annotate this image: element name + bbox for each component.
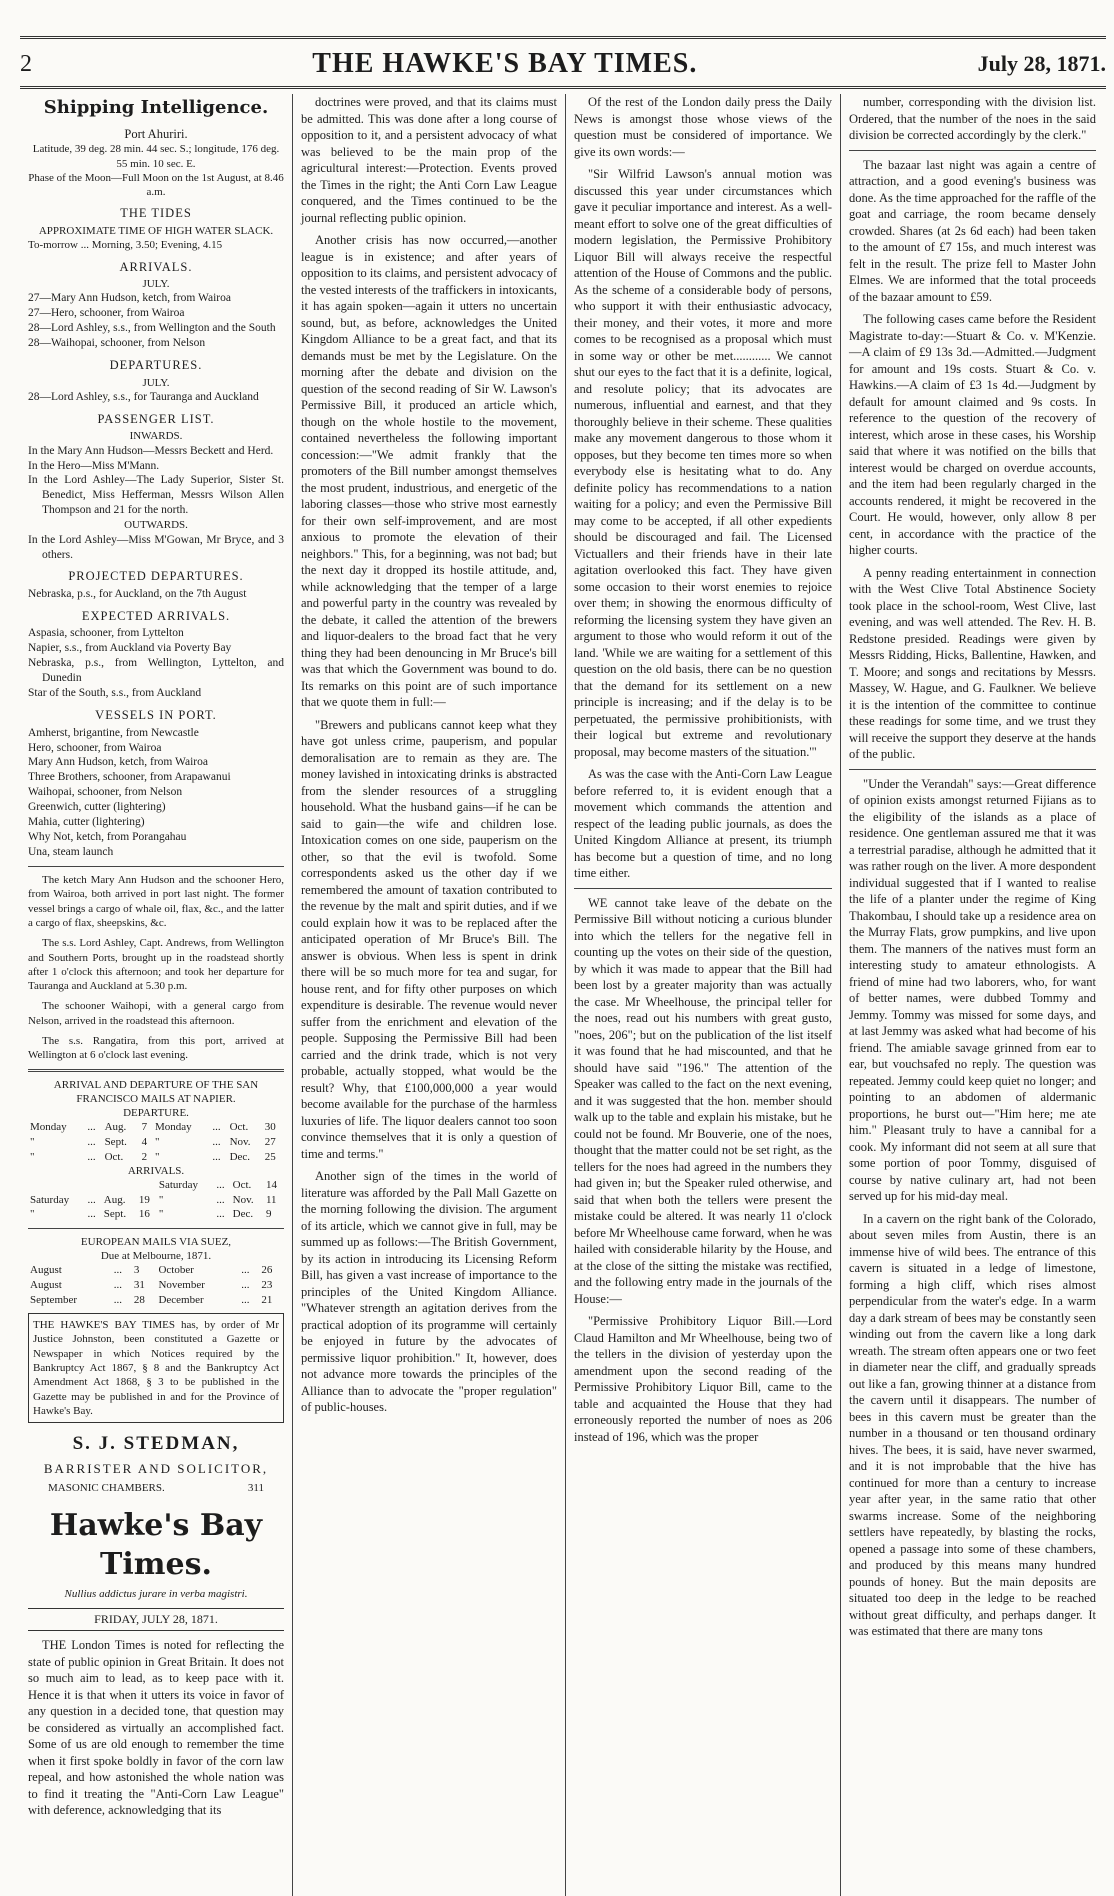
tides-title: THE TIDES [120, 206, 192, 221]
column-1 [20, 94, 293, 1896]
sf-mails-title: ARRIVAL AND DEPARTURE OF THE SAN FRANCISCO MAILS AT NAPIER. [53, 1078, 259, 1105]
page-number: 2 [20, 50, 32, 77]
departures-title: DEPARTURES. [109, 358, 203, 373]
table-row: Saturday ... Aug. 19 " ... Nov. 11 [30, 1193, 277, 1206]
column-2 [293, 94, 566, 1896]
article-paragraph: Of the rest of the London daily press the Daily News is amongst those whose views of the question must be considered of importance. We give its own words:— [574, 95, 832, 159]
list-item: Mary Ann Hudson, ketch, from Wairoa [28, 756, 208, 769]
shipping-heading: Shipping Intelligence. [43, 97, 269, 118]
list-item: Nebraska, p.s., from Wellington, Lyttelton, and Dunedin [28, 657, 284, 685]
list-item: Waihopai, schooner, from Nelson [28, 786, 183, 799]
list-item: 28—Lord Ashley, s.s., for Tauranga and Auckland [28, 390, 259, 403]
column-3 [566, 94, 841, 1896]
article-paragraph: number, corresponding with the division list. Ordered, that the number of the noes in the said division be corrected accordingly by the clerk." [849, 95, 1096, 142]
euro-mails-table [28, 1263, 284, 1307]
euro-mails-sub: Due at Melbourne, 1871. [100, 1250, 212, 1263]
projected-list [28, 587, 284, 602]
paper-title: Hawke's Bay Times. [49, 1507, 263, 1583]
article-paragraph: WE cannot take leave of the debate on the Permissive Bill without noticing a curious blunder into which the tellers for the negative fell in counting up the votes on their side of the question, by which it was made to appear that the Bill had been lost by a greater majority than was actually the case. Mr Wheelhouse, the principal teller for the noes, read out his numbers with great gusto, "noes, 206"; but on the publication of the list itself it was found that he had miscounted, and that he should have said "196." The attention of the Speaker was called to the fact on the next evening, and it was suggested that the hon. member should walk up to the table and explain his mistake, but he could not be found. Mr Bouverie, one of the noes, thought that the matter could not be set right, as the tellers for the noes had agreed in the numbers they had given in; but the Speaker ruled otherwise, and said that when both the tellers were present the mistake could be altered. It was nearly 11 o'clock before Mr Wheelhouse came forward, when he was hailed with considerable hilarity by the House, and at the close of the sitting the mistake was rectified, and the following entry made in the journals of the House:— [574, 895, 832, 1306]
list-item: Three Brothers, schooner, from Arapawanui [28, 771, 231, 784]
departures-list [28, 390, 284, 405]
euro-mails-title: EUROPEAN MAILS VIA SUEZ, [80, 1235, 232, 1248]
list-item: 28—Waihopai, schooner, from Nelson [28, 337, 206, 350]
arrivals-month: JULY. [142, 278, 170, 291]
inwards-label: INWARDS. [129, 430, 183, 443]
port-name: Port Ahuriri. [124, 126, 188, 141]
article-paragraph: The bazaar last night was again a centre of attraction, and a good evening's business was done. As the time approached for the raffle of the goat and carriage, the room became densely crowded. Shares (at 2s 6d each) had been taken to the amount of £7 15s, and much interest was felt in the result. The prize fell to Master John Elmes. We are informed that the total proceeds of the bazaar amount to £59. [849, 157, 1096, 304]
list-item: 27—Mary Ann Hudson, ketch, from Wairoa [28, 292, 231, 305]
sf-arrivals-table [28, 1178, 284, 1222]
editorial-start: THE London Times is noted for reflecting the state of public opinion in Great Britain. It does not so much aim to lead, as to keep pace with it. Hence it is that when it utters its voice in favor of any question in a decided tone, that question may be considered as virtually an accomplished fact. Some of us are old enough to remember the time when it first spoke boldly in favor of the corn law repeal, and how astonished the whole nation was to find it treating the "Anti-Corn Law League" with deference, acknowledging that its [28, 1638, 284, 1818]
divider [28, 1228, 284, 1229]
list-item: In the Lord Ashley—The Lady Superior, Sister St. Benedict, Miss Hefferman, Messrs Wilson Allen Thompson and 21 for the north. [28, 474, 284, 517]
list-item: Nebraska, p.s., for Auckland, on the 7th August [28, 587, 247, 600]
expected-title: EXPECTED ARRIVALS. [81, 608, 231, 623]
table-row: September ... 28 December ... 21 [30, 1293, 273, 1306]
list-item: Amherst, brigantine, from Newcastle [28, 726, 199, 739]
dateline: FRIDAY, JULY 28, 1871. [28, 1608, 284, 1632]
shipping-news: The schooner Waihopi, with a general cargo from Nelson, arrived in the roadstead this afternoon. [28, 1000, 284, 1027]
issue-date: July 28, 1871. [977, 51, 1106, 76]
masthead-rule [20, 86, 1106, 89]
list-item: Aspasia, schooner, from Lyttelton [28, 627, 184, 640]
moon-phase: Phase of the Moon—Full Moon on the 1st August, at 8.46 a.m. [28, 171, 284, 199]
stedman-role: BARRISTER AND SOLICITOR, [43, 1461, 269, 1477]
stedman-place: MASONIC CHAMBERS. [48, 1482, 165, 1495]
columns [20, 94, 1106, 1896]
expected-list [28, 626, 284, 701]
article-paragraph: Another sign of the times in the world of literature was afforded by the Pall Mall Gazette on the morning following the division. The argument of its article, which we cannot give in full, may be summed up as follows:—The British Government, by its action in introducing its Licensing Reform Bill, has given a vast increase of importance to the principles of the United Kingdom Alliance. "Whatever strength an agitation derives from the practical adoption of its programme will certainly be enjoyed in future by the advocates of permissive liquor prohibition." It, however, does not advance more towards the principles of the Alliance than to advocate the "proper regulation" of public-houses. [301, 1169, 557, 1414]
table-row: Saturday ... Oct. 14 [158, 1179, 277, 1192]
shipping-news: The ketch Mary Ann Hudson and the schooner Hero, from Wairoa, both arrived in port last night. The former vessel brings a cargo of whale oil, flax, &c., and the latter a cargo of flax, sheepskins, &c. [28, 874, 284, 929]
tides-sub: APPROXIMATE TIME OF HIGH WATER SLACK. [38, 224, 274, 237]
motto: Nullius addictus jurare in verba magistri. [64, 1588, 248, 1601]
shipping-news: The s.s. Rangatira, from this port, arrived at Wellington at 6 o'clock last evening. [28, 1035, 284, 1062]
outwards-label: OUTWARDS. [124, 519, 188, 532]
list-item: 27—Hero, schooner, from Wairoa [28, 307, 185, 320]
stedman-name: S. J. STEDMAN, [72, 1433, 240, 1455]
list-item: Napier, s.s., from Auckland via Poverty Bay [28, 642, 232, 655]
divider [28, 866, 284, 867]
stedman-line [28, 1481, 284, 1496]
stedman-num: 311 [247, 1482, 264, 1495]
list-item: Greenwich, cutter (lightering) [28, 801, 166, 814]
article-quote: "Sir Wilfrid Lawson's annual motion was discussed this year under circumstances which gave it peculiar importance and interest. As a well-meant effort to solve one of the great difficulties of modern legislation, the Permissive Prohibitory Liquor Bill will always receive the respectful attention of the House of Commons and the public. As the scheme of a considerable body of persons, who support it with their enthusiastic advocacy, their money, and their votes, it more and more comes to be recognised as a proposal which must in some way or other be met............ We cannot shut our eyes to the fact that it is a definite, logical, and resolute policy; that its advocates are numerous, influential and earnest, and that they thoroughly believe in their scheme. These qualities make any movement dangerous to those whom it opposes, but they become ten times more so when everybody else is hesitating what to do. Any definite policy has recommendations to a nation waiting for a policy; and even the Permissive Bill may come to be accepted, if all other expedients should be discouraged and fail. The Licensed Victuallers and their friends have in their late agitation overlooked this fact. They have given some occasion to their worst enemies to rejoice over them; in showing the enormous difficulty of reforming the licensing system they have given an argument to those who would reform it out of the land. 'While we are waiting for a settlement of this question on the old basis, there can be no question that the demand for its settlement on a new principle is increasing; and if the delay is to be perpetuated, the permissive prohibitionists, with their logical but extreme and revolutionary proposal, may become masters of the situation.'" [574, 167, 832, 759]
outwards-list [28, 533, 284, 563]
article-paragraph: As was the case with the Anti-Corn Law League before referred to, it is evident enough that a movement which commands the attention and respect of the leading public journals, as does the United Kingdom Alliance at present, its triumph has become but a question of time, and no long time either. [574, 767, 832, 880]
vessels-list [28, 726, 284, 860]
arrivals-list [28, 291, 284, 351]
article-paragraph: Another crisis has now occurred,—another league is in existence; and after years of opposition to its claims, and persistent advocacy of the vested interests of the traffickers in intoxicants, it has again spoken—again it utters no uncertain sound, but, as before, acknowledges the United Kingdom Alliance to be a great fact, and that its demands must be met by the Legislature. On the morning after the debate and division on the question of the second reading of Sir W. Lawson's Permissive Bill, it produced an article which, though on the whole hostile to the movement, contained nevertheless the following important concession:—"We admit frankly that the promoters of the Bill number amongst themselves the most prudent, industrious, and energetic of the laboring classes—those who strive most earnestly for their own self-improvement, and are most anxious to promote the elevation of their neighbors." This, for a beginning, was not bad; but the next day it dropped its hostile attitude, and, while acknowledging that the temper of a large and powerful party in the country was revealed by the debate, it called the attention of the brewers and liquor-dealers to the broad fact that he very thing they had been denouncing in Mr Bruce's bill was that which the Government was bound to do. Its remarks on this point are of such importance that we quote them in full:— [301, 233, 557, 709]
table-row: August ... 3 October ... 26 [30, 1264, 273, 1277]
table-row: " ... Oct. 2 " ... Dec. 25 [30, 1150, 276, 1163]
departure-label: DEPARTURE. [123, 1107, 189, 1120]
departures-month: JULY. [142, 376, 170, 389]
list-item: In the Hero—Miss M'Mann. [28, 459, 160, 472]
article-quote: "Permissive Prohibitory Liquor Bill.—Lord Claud Hamilton and Mr Wheelhouse, being two of the tellers in the division of yesterday upon the amendment upon the second reading of the Permissive Prohibitory Liquor Bill, came to the table and acquainted the House that they had erroneously reported the number of noes as 206 instead of 196, which was the proper [574, 1314, 832, 1444]
vessels-title: VESSELS IN PORT. [95, 708, 217, 723]
newspaper-title: THE HAWKE'S BAY TIMES. [312, 48, 698, 79]
list-item: Why Not, ketch, from Porangahau [28, 831, 187, 844]
table-row: " ... Sept. 16 " ... Dec. 9 [30, 1208, 272, 1221]
list-item: Una, steam launch [28, 846, 114, 859]
latitude: Latitude, 39 deg. 28 min. 44 sec. S.; longitude, 176 deg. 55 min. 10 sec. E. [32, 143, 280, 170]
list-item: Hero, schooner, from Wairoa [28, 741, 162, 754]
list-item: In the Mary Ann Hudson—Messrs Beckett and Herd. [28, 444, 274, 457]
article-quote: "Brewers and publicans cannot keep what they have got unless crime, pauperism, and popular demoralisation are to remain as they are. The money lavished in intoxicating drinks is abstracted from the slender resources of a struggling household. What the husband gains—if he can be said to gain—the wife and children lose. Intoxication comes on one side, pauperism on the other, so that the evil is twofold. Some correspondents asked us the other day if we remembered the amount of taxation contributed to the revenue by the malt and spirit duties, and if we could explain how it was to be replaced after the anticipated operation of Mr Bruce's Bill. The answer is obvious. When less is spent in drink there will be so much more for tea and sugar, for house rent, and for fifty other purposes on which expenditure is desirable. The revenue would never suffer from the enrichment and elevation of the people. Supposing the Permissive Bill had been carried and the drink trade, which is not very probable, actually stopped, what would be the result? Why, that £100,000,000 a year would become available for the purchase of the harmless luxuries of life. The liquor dealers cannot too soon convince themselves that it is only a question of time and terms." [301, 717, 557, 1161]
arrivals-title: ARRIVALS. [119, 259, 193, 274]
article-paragraph: In a cavern on the right bank of the Colorado, about seven miles from Austin, there is an immense hive of wild bees. The entrance of this cavern is situated in a ledge of limestone, forming a high cliff, which rises almost perpendicular from the water's edge. In a warm day a dark stream of bees may be constantly seen winding out from the cavern like a long dark wreath. The stream often appears one or two feet in diameter near the cliff, and gradually spreads out like a fan, growing thinner at a distance from the cavern until it disappears. The number of bees in this cavern must be greater than the number in a thousand or ten thousand ordinary hives. The bees, it is said, have never swarmed, and it is not improbable that the hive has continued for more than a century to increase year after year, in the same ratio that other swarms increase. Some of the neighboring settlers have repeatedly, by blasting the rocks, opened a passage into some of these chambers, and produced by this means many hundred pounds of honey. But the main deposits are situated too deep in the ledge to be reached without great difficulty, and perhaps danger. It was estimated that there are many tons [849, 1211, 1096, 1638]
shipping-news: The s.s. Lord Ashley, Capt. Andrews, from Wellington and Southern Ports, brought up in the roadstead shortly after 1 o'clock this afternoon; and took her departure for Tauranga and Auckland at 5.30 p.m. [28, 937, 284, 993]
table-row: " ... Sept. 4 " ... Nov. 27 [30, 1136, 276, 1148]
list-item: Mahia, cutter (lightering) [28, 816, 145, 829]
article-paragraph: A penny reading entertainment in connection with the West Clive Total Abstinence Society took place in the school-room, West Clive, last evening, and was well attended. The Rev. H. B. Redstone presided. Readings were given by Messrs Ridding, Hicks, Ballentine, Hawken, and T. Moore; and songs and recitations by Messrs. Massey, W. Hague, and G. Faulkner. We believe it is the intention of the committee to continue these readings for some time, and we trust they will receive the support they deserve at the hands of the public. [849, 565, 1096, 761]
divider [849, 769, 1096, 770]
list-item: In the Lord Ashley—Miss M'Gowan, Mr Bryce, and 3 others. [28, 533, 284, 561]
masthead [20, 44, 1106, 84]
list-item: Star of the South, s.s., from Auckland [28, 687, 202, 700]
column-4 [841, 94, 1104, 1896]
projected-title: PROJECTED DEPARTURES. [68, 569, 244, 584]
arrivals-label: ARRIVALS. [127, 1165, 185, 1178]
tides-line: To-morrow ... Morning, 3.50; Evening, 4.15 [28, 239, 223, 252]
divider [849, 150, 1096, 151]
article-paragraph: "Under the Verandah" says:—Great difference of opinion exists amongst returned Fijians as to the eligibility of the islands as a place of residence. One gentleman assured me that it was a terrestrial paradise, although he admitted that it was rather rough on the liver. A more despondent individual suggested that if I wanted to realise the life of a planter under the regime of King Thakombau, I should take up a residence area on the Murray Flats, grow pumpkins, and live upon them. The manners of the natives must form an interesting study to amateur ethnologists. A friend of mine had two laborers, who, for want of better names, were dubbed Tommy and Jemmy. Tommy was missed for some days, and at last Jemmy was asked what had become of his friend. The amiable savage grinned from ear to ear, but vouchsafed no reply. The question was repeated. Jemmy could keep quiet no longer; and pointing to an abdomen of aldermanic proportions, he burst out—"Him here; me ate him." Pleasant truly to have a cannibal for a cook. My informant did not seem at all sure that some portion of poor Tommy, disguised of course by native culinary art, had not been served up for his mid-day meal. [849, 776, 1096, 1203]
table-row: August ... 31 November ... 23 [30, 1278, 273, 1291]
list-item: 28—Lord Ashley, s.s., from Wellington and the South [28, 322, 276, 335]
article-paragraph: The following cases came before the Resident Magistrate to-day:—Stuart & Co. v. M'Kenzie.—A claim of £9 13s 3d.—Admitted.—Judgment for amount and 19s costs. Stuart & Co. v. Hawkins.—A claim of £3 1s 4d.—Judgment by default for amount claimed and 9s costs. In reference to the question of the recovery of interest, which arose in these cases, his Worship said that where it was notified on the bills that interest would be charged on overdue accounts, and the item had been regularly charged in the accounts rendered, it might be recovered in the Court. He would, however, only allow 8 per cent, in accordance with the practice of the higher courts. [849, 312, 1096, 557]
sf-departure-table [28, 1120, 284, 1164]
divider [574, 888, 832, 889]
article-paragraph: doctrines were proved, and that its claims must be admitted. This was done after a long course of opposition to it, and a persistent advocacy of what was believed to be the main prop of the agricultural interest:—Protection. Events proved the Times in the right; the Anti Corn Law League conquered, and the Times continued to be the journal reflecting public opinion. [301, 95, 557, 225]
inwards-list [28, 444, 284, 519]
gazette-notice: THE HAWKE'S BAY TIMES has, by order of Mr Justice Johnston, been constituted a Gazette or Newspaper in which Notices required by the Bankruptcy Act 1867, § 8 and the Bankruptcy Act Amendment Act 1868, § 3 to be published in the Gazette may be published in and for the Province of Hawke's Bay. [28, 1313, 284, 1423]
passenger-title: PASSENGER LIST. [97, 411, 215, 426]
table-row: Monday ... Aug. 7 Monday ... Oct. 30 [30, 1121, 276, 1134]
divider [28, 1069, 284, 1072]
